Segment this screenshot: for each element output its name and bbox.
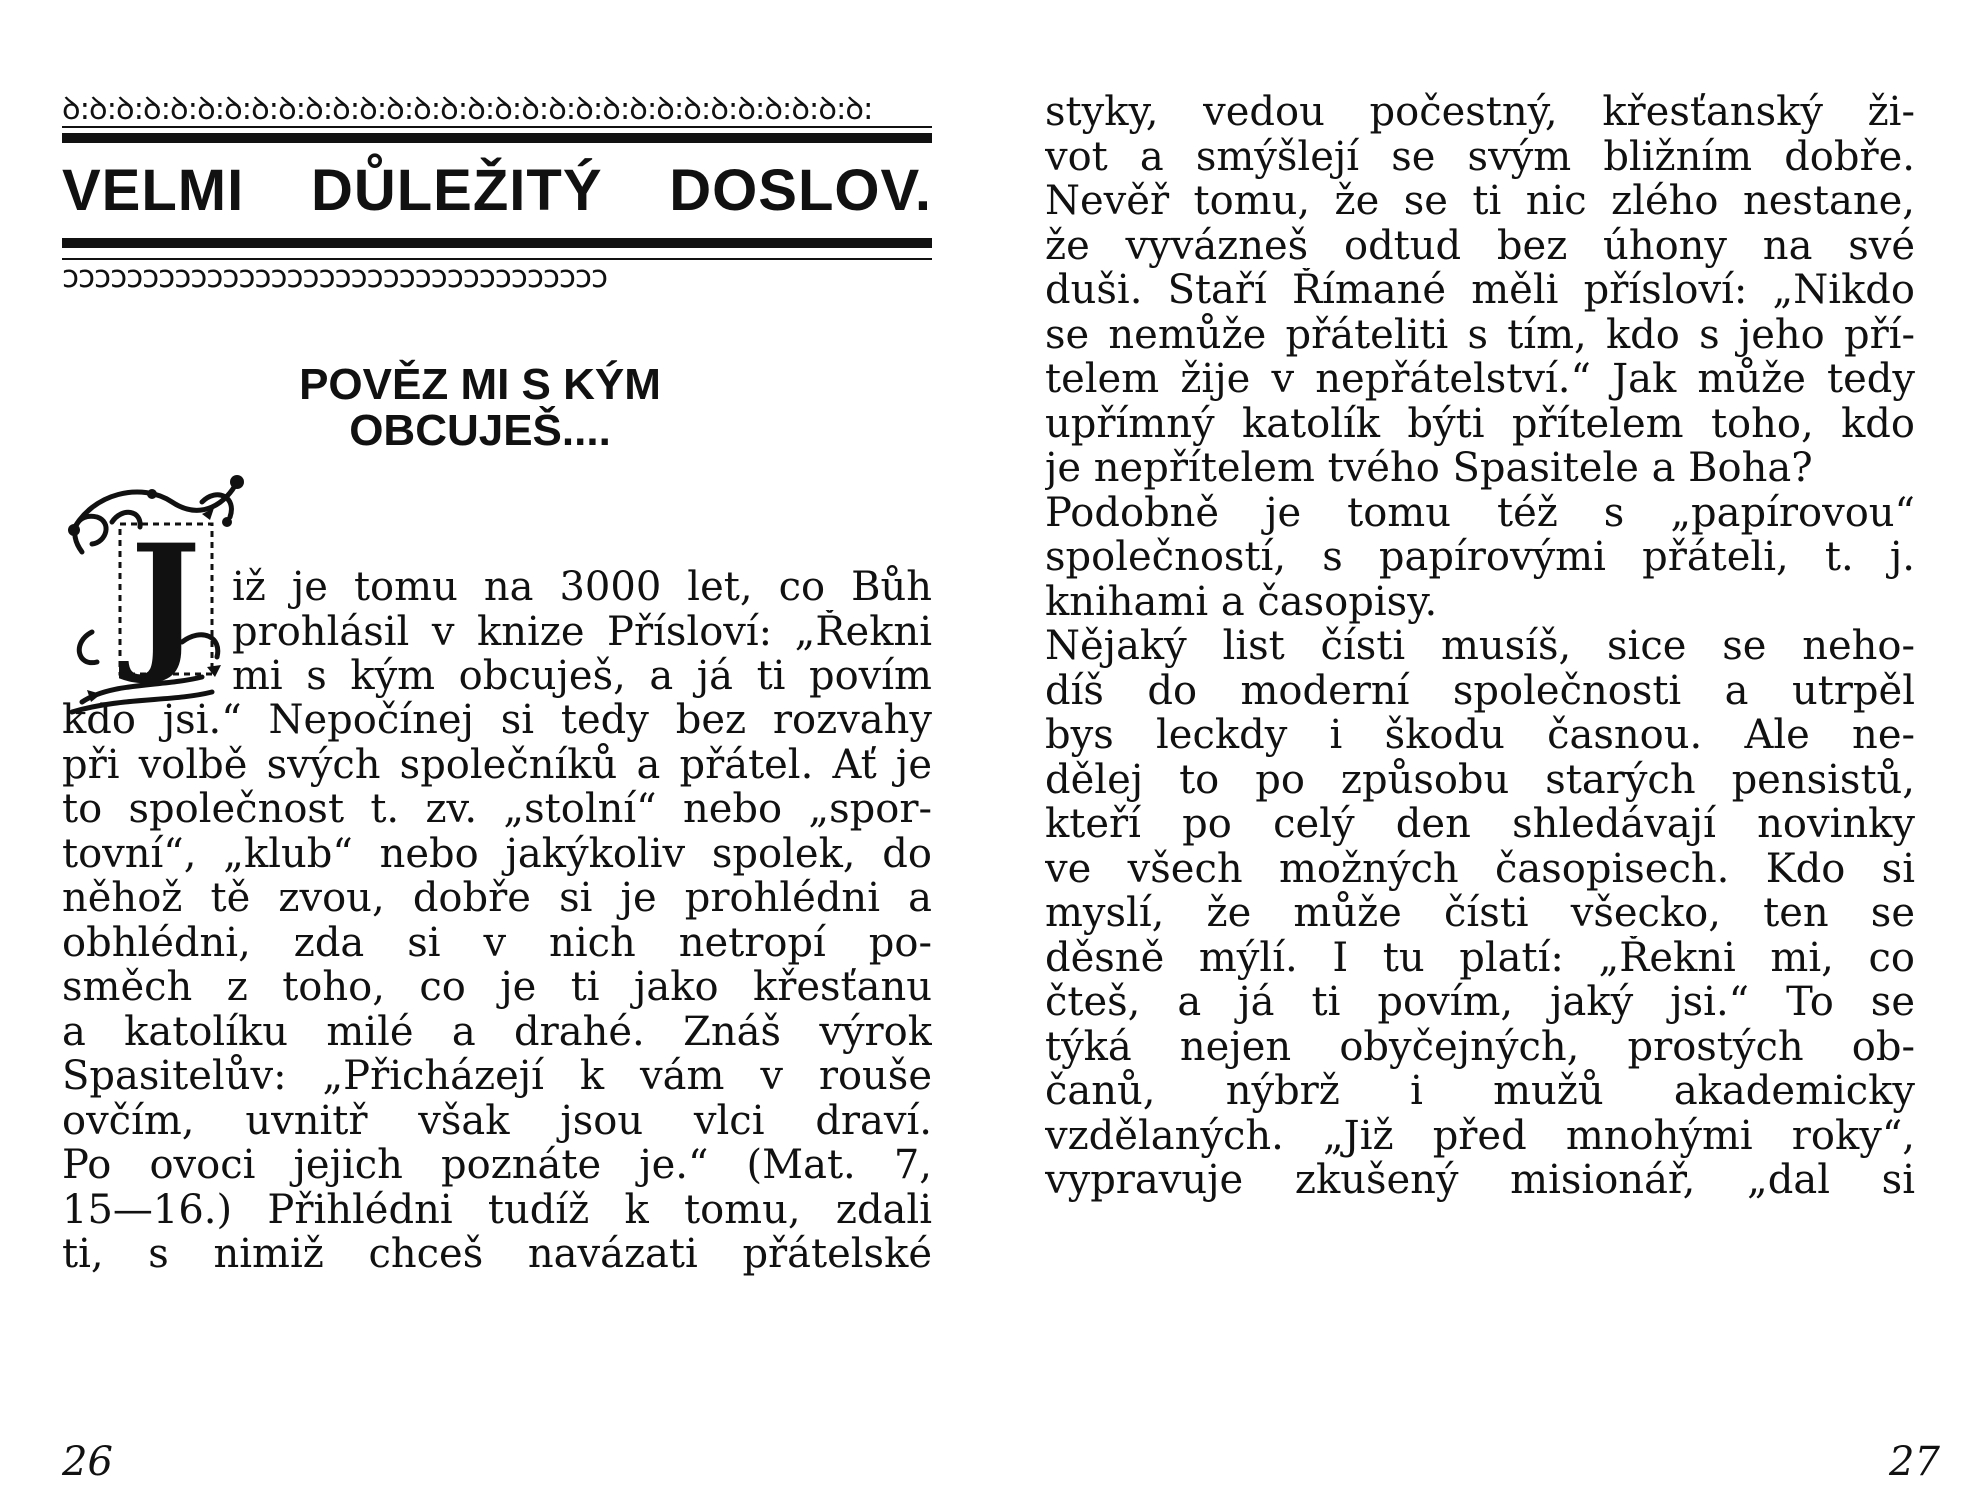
text-line: kteří po celý den shledávají novinky (1045, 802, 1915, 847)
chapter-title: VELMI DŮLEŽITÝ DOSLOV. (62, 158, 932, 223)
text-line: tovní“, „klub“ nebo jakýkoliv spolek, do (62, 831, 932, 876)
text-line: prohlásil v knize Přísloví: „Řekni (232, 609, 932, 654)
section-heading-line: POVĚZ MI S KÝM (299, 360, 661, 409)
rule-top (62, 133, 932, 143)
text-line: telem žije v nepřátelství.“ Jak může tedy (1045, 357, 1915, 402)
text-line: mi s kým obcuješ, a já ti povím (232, 654, 932, 699)
ornament-border-top: ꝺ꞉ꝺ꞉ꝺ꞉ꝺ꞉ꝺ꞉ꝺ꞉ꝺ꞉ꝺ꞉ꝺ꞉ꝺ꞉ꝺ꞉ꝺ꞉ꝺ꞉ꝺ꞉ꝺ꞉ꝺ꞉ꝺ꞉ꝺ꞉ꝺ꞉ꝺ꞉ꝺ꞉ꝺ꞉ꝺ꞉ꝺ꞉ꝺ꞉ꝺ꞉ꝺ꞉ꝺ꞉ꝺ꞉ꝺ꞉ (62, 92, 932, 128)
section-heading (200, 362, 760, 454)
drop-cap: J (130, 512, 201, 688)
text-line: čteš, a já ti povím, jaký jsi.“ To se (1045, 980, 1915, 1025)
ornament-border-bottom: ↄↄↄↄↄↄↄↄↄↄↄↄↄↄↄↄↄↄↄↄↄↄↄↄↄↄↄↄↄↄↄↄↄↄ (62, 258, 932, 294)
text-line: kdo jsi.“ Nepočínej si tedy bez rozvahy (62, 698, 932, 743)
indented-paragraph-start (232, 565, 932, 699)
text-line: iž je tomu na 3000 let, co Bůh (232, 565, 932, 610)
text-line: Podobně je tomu též s „papírovou“ (1045, 490, 1915, 535)
text-line: styky, vedou počestný, křesťanský ži- (1045, 90, 1915, 135)
text-line: upřímný katolík býti přítelem toho, kdo (1045, 401, 1915, 446)
text-line: dělej to po způsobu starých pensistů, (1045, 757, 1915, 802)
text-line: týká nejen obyčejných, prostých ob- (1045, 1024, 1915, 1069)
section-heading-line: OBCUJEŠ.... (349, 406, 611, 455)
text-line: díš do moderní společnosti a utrpěl (1045, 668, 1915, 713)
text-line: ovčím, uvnitř však jsou vlci draví. (62, 1098, 932, 1143)
left-body-text (62, 698, 932, 1277)
right-body-text (1045, 90, 1915, 1203)
text-line: knihami a časopisy. (1045, 579, 1438, 624)
text-line: vypravuje zkušený misionář, „dal si (1045, 1158, 1915, 1203)
text-line: vot a smýšlejí se svým bližním dobře. (1045, 134, 1915, 179)
text-line: 15—16.) Přihlédni tudíž k tomu, zdali (62, 1187, 932, 1232)
page-number: 27 (1889, 1439, 1940, 1485)
text-line: bys leckdy i škodu časnou. Ale ne- (1045, 713, 1915, 758)
text-line: něhož tě zvou, dobře si je prohlédni a (62, 876, 932, 921)
text-line: to společnost t. zv. „stolní“ nebo „spor- (62, 787, 932, 832)
text-line: Spasitelův: „Přicházejí k vám v rouše (62, 1054, 932, 1099)
rule-bottom (62, 238, 932, 248)
text-line: při volbě svých společníků a přátel. Ať je (62, 742, 932, 787)
text-line: se nemůže přáteliti s tím, kdo s jeho pří- (1045, 312, 1915, 357)
text-line: společností, s papírovými přáteli, t. j. (1045, 535, 1915, 580)
text-line: myslí, že může čísti všecko, ten se (1045, 891, 1915, 936)
text-line: a katolíku milé a drahé. Znáš výrok (62, 1009, 932, 1054)
decorated-initial (52, 462, 252, 724)
page-number: 26 (62, 1439, 113, 1485)
text-line: vzdělaných. „Již před mnohými roky“, (1045, 1113, 1915, 1158)
text-line: děsně mýlí. I tu platí: „Řekni mi, co (1045, 935, 1915, 980)
text-line: je nepřítelem tvého Spasitele a Boha? (1045, 446, 1813, 491)
text-line: Po ovoci jejich poznáte je.“ (Mat. 7, (62, 1143, 932, 1188)
text-line: Nějaký list čísti musíš, sice se neho- (1045, 624, 1915, 669)
text-line: duši. Staří Římané měli přísloví: „Nikdo (1045, 268, 1915, 313)
text-line: obhlédni, zda si v nich netropí po- (62, 920, 932, 965)
text-line: ve všech možných časopisech. Kdo si (1045, 846, 1915, 891)
text-line: že vyvázneš odtud bez úhony na své (1045, 223, 1915, 268)
right-page (989, 0, 1978, 1500)
text-line: Nevěř tomu, že se ti nic zlého nestane, (1045, 179, 1915, 224)
text-line: čanů, nýbrž i mužů akademicky (1045, 1069, 1915, 1114)
text-line: směch z toho, co je ti jako křesťanu (62, 965, 932, 1010)
text-line: ti, s nimiž chceš navázati přátelské (62, 1232, 932, 1277)
